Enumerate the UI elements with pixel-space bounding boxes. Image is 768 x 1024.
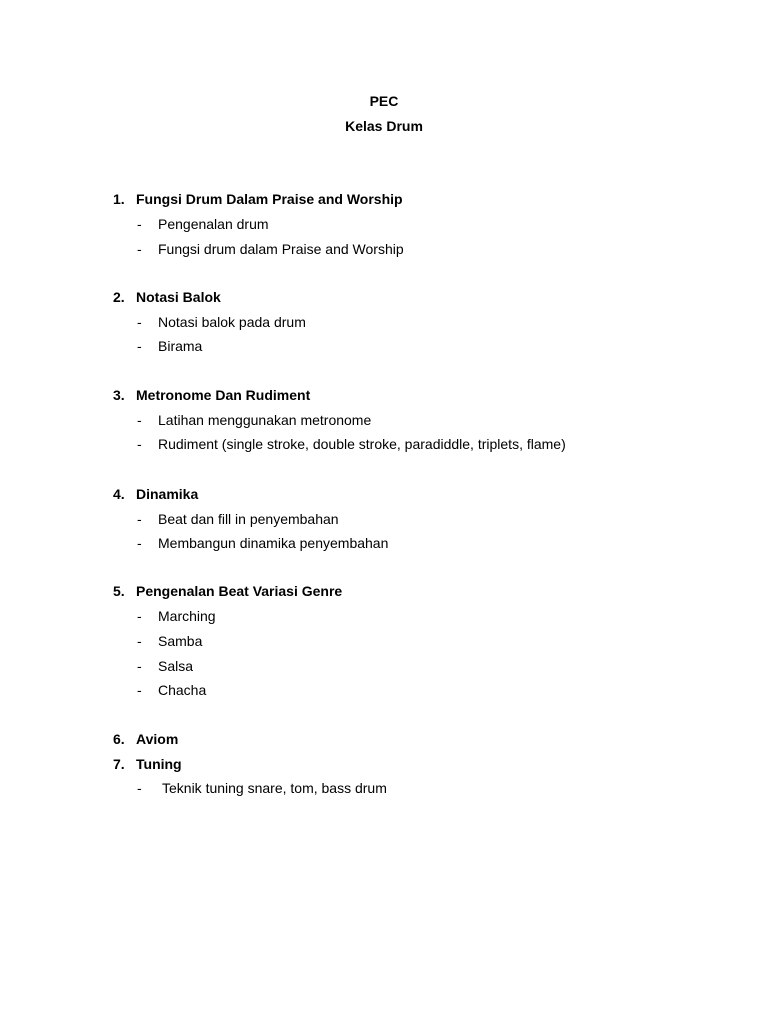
section-number: 7.: [113, 756, 125, 772]
item-text: Teknik tuning snare, tom, bass drum: [162, 780, 387, 796]
bullet-dash: -: [137, 535, 142, 551]
section-heading: Tuning: [136, 756, 182, 772]
bullet-dash: -: [137, 241, 142, 257]
item-text: Latihan menggunakan metronome: [158, 412, 372, 428]
bullet-dash: -: [137, 436, 142, 452]
item-text: Birama: [158, 338, 203, 354]
section-number: 6.: [113, 731, 125, 747]
document-subtitle: Kelas Drum: [345, 118, 423, 134]
item-text: Marching: [158, 608, 216, 624]
section-heading: Metronome Dan Rudiment: [136, 387, 311, 403]
bullet-dash: -: [137, 511, 142, 527]
section-heading: Pengenalan Beat Variasi Genre: [136, 583, 343, 599]
item-text: Pengenalan drum: [158, 216, 269, 232]
bullet-dash: -: [137, 314, 142, 330]
item-text: Membangun dinamika penyembahan: [158, 535, 389, 551]
section-number: 5.: [113, 583, 125, 599]
bullet-dash: -: [137, 682, 142, 698]
item-text: Fungsi drum dalam Praise and Worship: [158, 241, 404, 257]
bullet-dash: -: [137, 412, 142, 428]
item-text: Samba: [158, 633, 203, 649]
section-number: 1.: [113, 191, 125, 207]
bullet-dash: -: [137, 780, 142, 796]
section-heading: Notasi Balok: [136, 289, 221, 305]
bullet-dash: -: [137, 633, 142, 649]
item-text: Chacha: [158, 682, 207, 698]
bullet-dash: -: [137, 338, 142, 354]
item-text: Beat dan fill in penyembahan: [158, 511, 339, 527]
section-heading: Fungsi Drum Dalam Praise and Worship: [136, 191, 403, 207]
section-heading: Dinamika: [136, 486, 199, 502]
section-number: 3.: [113, 387, 125, 403]
bullet-dash: -: [137, 658, 142, 674]
item-text: Rudiment (single stroke, double stroke, paradiddle, triplets, flame): [158, 436, 566, 452]
section-number: 2.: [113, 289, 125, 305]
document-title: PEC: [369, 93, 399, 109]
bullet-dash: -: [137, 216, 142, 232]
bullet-dash: -: [137, 608, 142, 624]
section-number: 4.: [113, 486, 125, 502]
item-text: Salsa: [158, 658, 194, 674]
section-heading: Aviom: [136, 731, 179, 747]
item-text: Notasi balok pada drum: [158, 314, 306, 330]
